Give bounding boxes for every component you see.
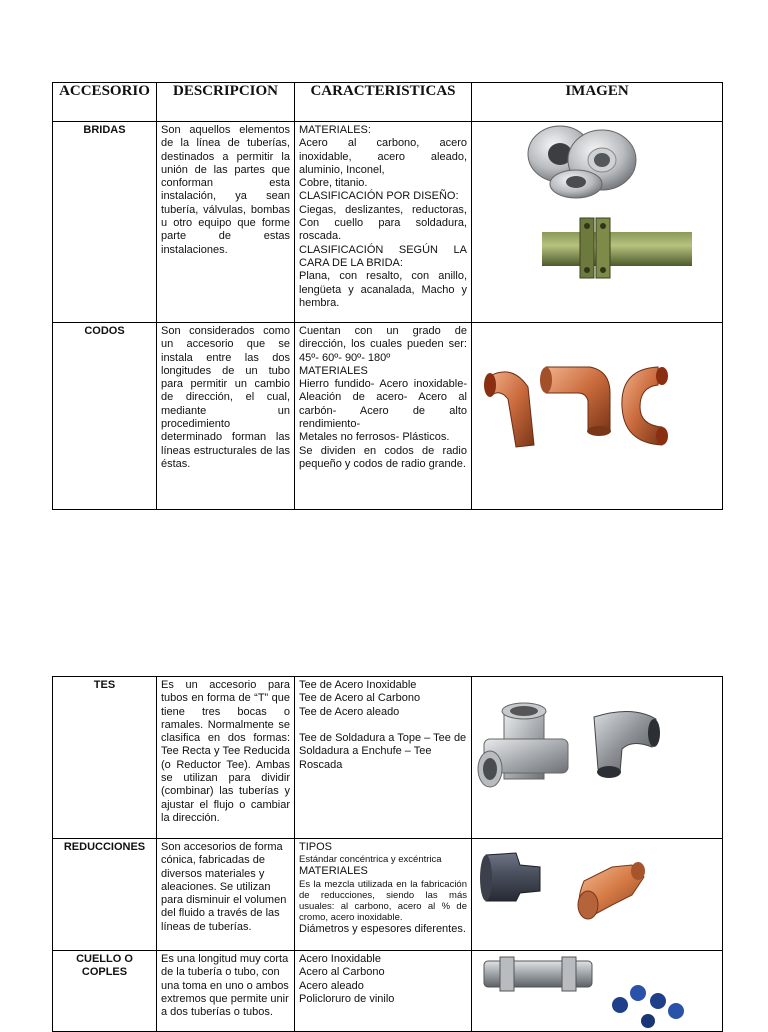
feature-line: CLASIFICACIÓN SEGÚN LA CARA DE LA BRIDA: bbox=[299, 243, 467, 269]
accessory-name: CODOS bbox=[53, 323, 157, 510]
accessories-table-2 bbox=[52, 676, 723, 1032]
feature-line: Cobre, titanio. bbox=[299, 177, 368, 190]
feature-line: Tee de Acero al Carbono bbox=[299, 692, 421, 705]
feature-line: Metales no ferrosos- Plásticos. bbox=[299, 431, 450, 444]
feature-line: Tee de Soldadura a Tope – Tee de Soldadura a Enchufe – Tee Roscada bbox=[299, 732, 467, 771]
feature-line: CLASIFICACIÓN POR DISEÑO: bbox=[299, 190, 459, 203]
feature-line: Cuentan con un grado de dirección, los cuales pueden ser: 45º- 60º- 90º- 180º bbox=[299, 325, 467, 364]
feature-line: Acero aleado bbox=[299, 979, 364, 992]
accessory-features bbox=[295, 951, 472, 1032]
accessory-features bbox=[295, 323, 472, 510]
flange-image bbox=[472, 122, 723, 323]
accessory-features bbox=[295, 122, 472, 323]
table-row bbox=[53, 839, 723, 951]
accessory-name: CUELLO O COPLES bbox=[53, 951, 157, 1032]
feature-line: Estándar concéntrica y excéntrica bbox=[299, 854, 442, 866]
accessory-description: Es una longitud muy corta de la tubería o tubo, con una toma en uno o ambos extremos que permite unir a dos tuberías o tubos. bbox=[157, 951, 295, 1032]
header-accesorio: ACCESORIO bbox=[53, 83, 157, 122]
reducer-image bbox=[472, 839, 723, 951]
feature-line: Acero Inoxidable bbox=[299, 953, 381, 965]
accessory-name: TES bbox=[53, 677, 157, 839]
header-caracteristicas: CARACTERISTICAS bbox=[295, 83, 472, 122]
feature-line: Se dividen en codos de radio pequeño y codos de radio grande. bbox=[299, 444, 467, 470]
coupling-image bbox=[472, 951, 723, 1032]
feature-line: Acero al Carbono bbox=[299, 966, 385, 979]
accessory-name: BRIDAS bbox=[53, 122, 157, 323]
accessories-table-1 bbox=[52, 82, 723, 510]
table-row bbox=[53, 677, 723, 839]
feature-line: Tee de Acero aleado bbox=[299, 705, 400, 718]
feature-line: Es la mezcla utilizada en la fabricación de reducciones, siendo las más usuales: al carbono, acero al % de cromo, acero inoxidable. bbox=[299, 878, 467, 923]
header-descripcion: DESCRIPCION bbox=[157, 83, 295, 122]
accessory-description: Son considerados como un accesorio que se instala entre las dos longitudes de un tubo para permitir un cambio de dirección, el cual, mediante un procedimiento determinado forman las líneas estructurales de las éstas. bbox=[157, 323, 295, 510]
table-row bbox=[53, 323, 723, 510]
elbow-image bbox=[472, 323, 723, 510]
accessory-name: REDUCCIONES bbox=[53, 839, 157, 951]
accessory-description: Son accesorios de forma cónica, fabricadas de diversos materiales y aleaciones. Se utilizan para disminuir el volumen del fluido a través de las líneas de tuberías. bbox=[157, 839, 295, 951]
accessory-features bbox=[295, 677, 472, 839]
feature-line: Diámetros y espesores diferentes. bbox=[299, 922, 466, 935]
feature-line: MATERIALES bbox=[299, 865, 368, 878]
feature-line: Policloruro de vinilo bbox=[299, 992, 395, 1005]
feature-line: MATERIALES: bbox=[299, 124, 371, 136]
feature-line: Ciegas, deslizantes, reductoras, Con cuello para soldadura, roscada. bbox=[299, 203, 467, 243]
feature-line: Plana, con resalto, con anillo, lengüeta y acanalada, Macho y hembra. bbox=[299, 270, 467, 309]
accessory-features bbox=[295, 839, 472, 951]
table-row bbox=[53, 951, 723, 1032]
accessory-description: Son aquellos elementos de la línea de tuberías, destinados a permitir la unión de las partes que conforman esta instalación, ya sean tubería, válvulas, bombas u otro equipo que forme parte de estas instalaciones. bbox=[157, 122, 295, 323]
table-row bbox=[53, 122, 723, 323]
table-header-row bbox=[53, 83, 723, 122]
feature-line: TIPOS bbox=[299, 841, 333, 853]
feature-line: Tee de Acero Inoxidable bbox=[299, 679, 417, 691]
feature-line: Acero al carbono, acero inoxidable, acero aleado, aluminio, Inconel, bbox=[299, 137, 467, 176]
feature-line bbox=[299, 719, 467, 732]
feature-line: Hierro fundido- Acero inoxidable- Aleación de acero- Acero al carbón- Acero de alto rendimiento- bbox=[299, 378, 467, 431]
tee-image bbox=[472, 677, 723, 839]
header-imagen: IMAGEN bbox=[472, 83, 723, 122]
accessory-description: Es un accesorio para tubos en forma de “T” que tiene tres bocas o ramales. Normalmente se clasifica en dos formas: Tee Recta y Tee Reducida (o Reductor Tee). Ambas se utilizan para dividir (combinar) las tuberías y ajustar el flujo o cambiar la dirección. bbox=[157, 677, 295, 839]
feature-line: MATERIALES bbox=[299, 364, 368, 377]
